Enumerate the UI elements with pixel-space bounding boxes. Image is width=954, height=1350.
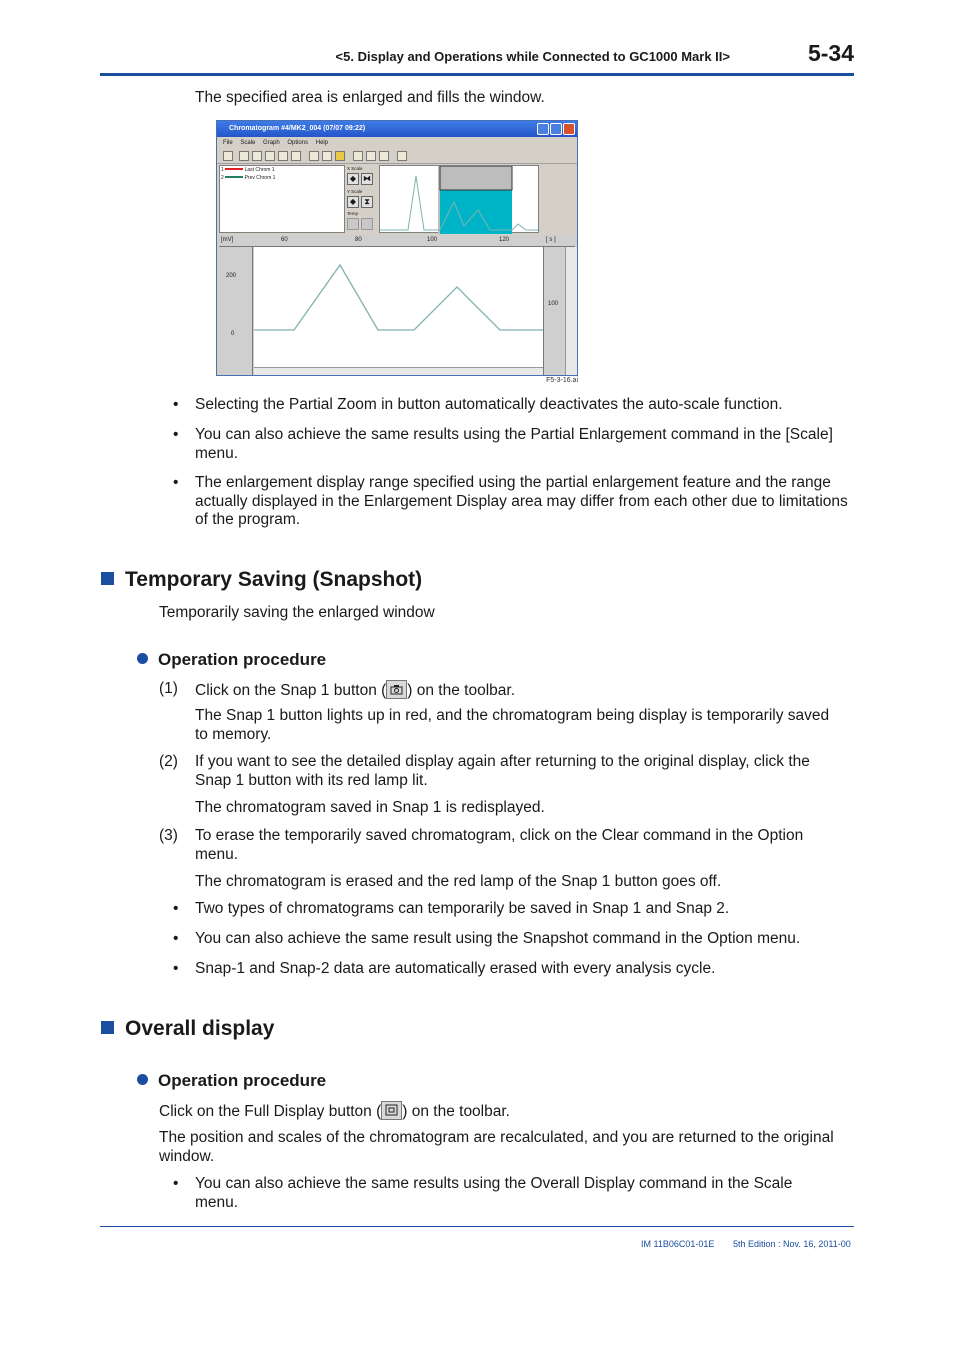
pointer-icon xyxy=(379,151,389,161)
legend-swatch-green xyxy=(225,176,243,178)
menu-scale: Scale xyxy=(240,140,256,146)
x-shrink-icon: ⧓ xyxy=(363,174,371,183)
step-1-text: Click on the Snap 1 button ( ) on the toolbar. xyxy=(195,682,516,699)
legend-item-2 xyxy=(221,175,275,181)
menu-graph: Graph xyxy=(263,140,280,146)
menu-bar xyxy=(217,137,577,149)
footer-rule xyxy=(100,1226,854,1227)
copy-icon xyxy=(239,151,249,161)
x-tick-60: 60 xyxy=(281,237,288,243)
axis-icon xyxy=(309,151,319,161)
overview-preview xyxy=(379,165,539,233)
x-expand-icon: ◆ xyxy=(347,173,359,185)
list-item-text: The enlargement display range specified using the partial enlargement feature and the range actually displayed in the Enlargement Display area may differ from each other due to limitations of the program. xyxy=(195,474,848,528)
y-tick-200: 200 xyxy=(226,273,237,279)
list-item-text: Snap-1 and Snap-2 data are automatically erased with every analysis cycle. xyxy=(195,960,716,977)
y-scale-label: Y Scale xyxy=(347,189,363,194)
chromatogram-trace xyxy=(254,247,543,367)
section-description: Temporarily saving the enlarged window xyxy=(159,604,435,621)
menu-file: File xyxy=(223,140,233,146)
legend-label: Prev Chrom 1 xyxy=(244,175,276,181)
y-ruler-right xyxy=(543,247,565,375)
header-rule xyxy=(100,73,854,76)
vertical-scrollbar xyxy=(565,247,577,375)
square-bullet-icon xyxy=(101,1021,114,1034)
round-bullet-icon xyxy=(137,1074,148,1085)
x-tick-100: 100 xyxy=(427,237,438,243)
section-heading: Temporary Saving (Snapshot) xyxy=(101,568,422,592)
step-3-text: To erase the temporarily saved chromatogram, click on the Clear command in the Option menu. xyxy=(195,827,804,863)
plot-area xyxy=(217,235,577,375)
legend-swatch-red xyxy=(225,168,243,170)
section-heading: Overall display xyxy=(101,1017,274,1041)
step-number: (2) xyxy=(159,753,178,770)
chapter-title: <5. Display and Operations while Connected to GC1000 Mark II> xyxy=(335,49,730,64)
chromatogram-window-figure xyxy=(216,120,578,376)
full-display-button-icon xyxy=(381,1101,402,1120)
figure-toolbar xyxy=(217,149,577,164)
overall-step-text: Click on the Full Display button ( ) on the toolbar. xyxy=(159,1103,510,1120)
chromatogram-graph xyxy=(254,247,543,367)
menu-options: Options xyxy=(287,140,309,146)
window-title: Chromatogram #4/MK2_004 (07/07 09:22) xyxy=(217,121,577,137)
temp-right-icon xyxy=(361,218,373,230)
subsection-heading: Operation procedure xyxy=(137,650,326,670)
document-id: IM 11B06C01-01E xyxy=(641,1239,715,1249)
list-item-text: You can also achieve the same results using the Overall Display command in the Scale menu. xyxy=(195,1175,793,1211)
bar-icon xyxy=(335,151,345,161)
subsection-heading: Operation procedure xyxy=(137,1071,326,1091)
list-item-text: You can also achieve the same results using the Partial Enlargement command in the [Scale] menu. xyxy=(195,426,833,462)
help-icon xyxy=(397,151,407,161)
full-display-icon xyxy=(278,151,288,161)
save-icon xyxy=(223,151,233,161)
temp-left-icon xyxy=(347,218,359,230)
y-unit-label: [mV] xyxy=(221,237,234,243)
x-tick-120: 120 xyxy=(499,237,510,243)
y-tick-0: 0 xyxy=(231,331,235,337)
step-2-note: The chromatogram saved in Snap 1 is redisplayed. xyxy=(195,799,545,816)
snap1-icon xyxy=(353,151,363,161)
legend-item-1 xyxy=(221,167,275,173)
list-item-text: Two types of chromatograms can temporarily be saved in Snap 1 and Snap 2. xyxy=(195,900,730,917)
zoom-icon xyxy=(265,151,275,161)
round-bullet-icon xyxy=(137,653,148,664)
axis2-icon xyxy=(322,151,332,161)
partial-zoom-icon xyxy=(291,151,301,161)
legend-panel xyxy=(219,165,345,233)
step-number: (3) xyxy=(159,827,178,844)
list-item-text: You can also achieve the same result using the Snapshot command in the Option menu. xyxy=(195,930,801,947)
x-tick-80: 80 xyxy=(355,237,362,243)
legend-index: 1 xyxy=(221,167,224,173)
y-expand-icon: ◆ xyxy=(347,196,359,208)
x-ruler xyxy=(219,235,575,247)
overall-description: The position and scales of the chromatogram are recalculated, and you are returned to the original window. xyxy=(159,1129,834,1165)
y-ruler-left xyxy=(219,247,253,375)
x-scale-label: X Scale xyxy=(347,166,363,171)
list-item-text: Selecting the Partial Zoom in button automatically deactivates the auto-scale function. xyxy=(195,396,783,413)
close-icon xyxy=(563,123,575,135)
intro-text: The specified area is enlarged and fills the window. xyxy=(195,89,545,106)
page-number: 5-34 xyxy=(807,40,854,66)
legend-label: Last Chrom 1 xyxy=(244,167,275,173)
figure-caption: F5-3-16.ai xyxy=(546,377,578,384)
temp-label: Temp xyxy=(347,211,359,216)
minimize-icon xyxy=(537,123,549,135)
legend-index: 2 xyxy=(221,175,224,181)
horizontal-scrollbar xyxy=(254,367,543,375)
edition-info: 5th Edition : Nov. 16, 2011-00 xyxy=(733,1239,851,1249)
step-3-note: The chromatogram is erased and the red lamp of the Snap 1 button goes off. xyxy=(195,873,722,890)
step-number: (1) xyxy=(159,680,178,697)
y-shrink-icon: ⧗ xyxy=(361,196,373,208)
snap1-button-icon xyxy=(386,680,407,699)
x-unit-label: [ s ] xyxy=(546,237,556,243)
menu-help: Help xyxy=(315,140,329,146)
step-1-note: The Snap 1 button lights up in red, and the chromatogram being display is temporarily saved to memory. xyxy=(195,707,830,743)
step-2-text: If you want to see the detailed display again after returning to the original display, click the Snap 1 button with its red lamp lit. xyxy=(195,753,810,789)
square-bullet-icon xyxy=(101,572,114,585)
snap2-icon xyxy=(366,151,376,161)
paste-icon xyxy=(252,151,262,161)
preview-trace xyxy=(380,166,540,234)
maximize-icon xyxy=(550,123,562,135)
scale-controls xyxy=(345,165,377,233)
y-right-tick-100: 100 xyxy=(548,301,559,307)
